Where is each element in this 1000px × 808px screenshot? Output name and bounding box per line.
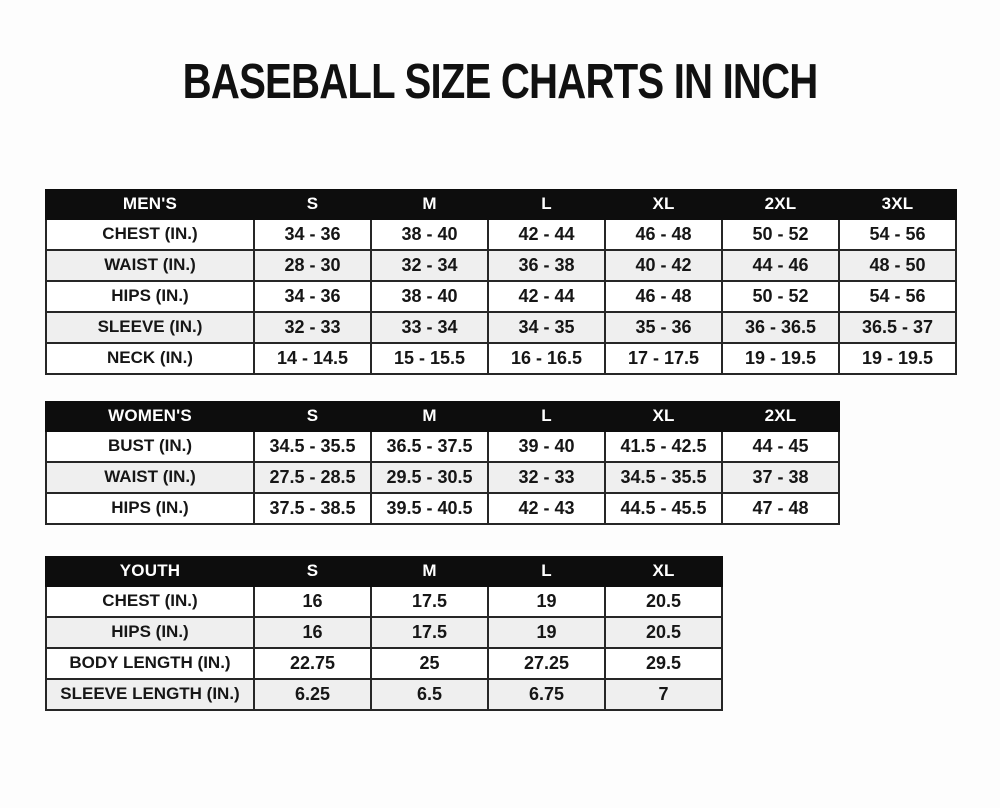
row-label-cell: CHEST (IN.) [46,219,254,250]
size-value-cell: 6.25 [254,679,371,710]
size-value-cell: 32 - 33 [488,462,605,493]
size-value-cell: 40 - 42 [605,250,722,281]
size-value-cell: 50 - 52 [722,219,839,250]
size-header-cell: XL [605,402,722,431]
size-value-cell: 38 - 40 [371,219,488,250]
size-header-cell: S [254,190,371,219]
size-value-cell: 42 - 44 [488,219,605,250]
size-value-cell: 17 - 17.5 [605,343,722,374]
size-value-cell: 36 - 36.5 [722,312,839,343]
size-value-cell: 54 - 56 [839,219,956,250]
table-row [46,493,839,524]
size-value-cell: 25 [371,648,488,679]
group-header-cell: MEN'S [46,190,254,219]
size-value-cell: 19 - 19.5 [839,343,956,374]
mens-table [45,189,957,375]
size-value-cell: 48 - 50 [839,250,956,281]
table-row [46,431,839,462]
size-value-cell: 19 [488,617,605,648]
size-value-cell: 32 - 33 [254,312,371,343]
table-row [46,648,722,679]
size-header-cell: L [488,190,605,219]
row-label-cell: SLEEVE (IN.) [46,312,254,343]
size-value-cell: 46 - 48 [605,219,722,250]
size-value-cell: 29.5 [605,648,722,679]
mens-size-table [45,189,1000,375]
row-label-cell: HIPS (IN.) [46,281,254,312]
header-row [46,190,956,219]
size-value-cell: 32 - 34 [371,250,488,281]
size-value-cell: 36.5 - 37.5 [371,431,488,462]
size-value-cell: 15 - 15.5 [371,343,488,374]
size-value-cell: 50 - 52 [722,281,839,312]
row-label-cell: BODY LENGTH (IN.) [46,648,254,679]
size-header-cell: XL [605,557,722,586]
size-value-cell: 36 - 38 [488,250,605,281]
group-header-cell: YOUTH [46,557,254,586]
size-value-cell: 38 - 40 [371,281,488,312]
size-value-cell: 16 [254,617,371,648]
size-value-cell: 42 - 44 [488,281,605,312]
size-value-cell: 20.5 [605,617,722,648]
size-value-cell: 34 - 35 [488,312,605,343]
size-value-cell: 16 [254,586,371,617]
size-value-cell: 39.5 - 40.5 [371,493,488,524]
size-value-cell: 37.5 - 38.5 [254,493,371,524]
size-value-cell: 35 - 36 [605,312,722,343]
size-value-cell: 44.5 - 45.5 [605,493,722,524]
size-value-cell: 42 - 43 [488,493,605,524]
size-value-cell: 34 - 36 [254,281,371,312]
size-value-cell: 41.5 - 42.5 [605,431,722,462]
title-row [0,56,1000,110]
size-value-cell: 46 - 48 [605,281,722,312]
size-header-cell: L [488,557,605,586]
size-value-cell: 34 - 36 [254,219,371,250]
row-label-cell: HIPS (IN.) [46,617,254,648]
size-header-cell: S [254,557,371,586]
row-label-cell: BUST (IN.) [46,431,254,462]
size-value-cell: 14 - 14.5 [254,343,371,374]
size-header-cell: 2XL [722,402,839,431]
table-row [46,462,839,493]
size-value-cell: 39 - 40 [488,431,605,462]
size-value-cell: 7 [605,679,722,710]
size-header-cell: M [371,190,488,219]
size-value-cell: 22.75 [254,648,371,679]
table-row [46,281,956,312]
row-label-cell: WAIST (IN.) [46,250,254,281]
size-value-cell: 19 [488,586,605,617]
size-value-cell: 19 - 19.5 [722,343,839,374]
table-row [46,617,722,648]
page-title: BASEBALL SIZE CHARTS IN INCH [182,55,818,109]
table-row [46,250,956,281]
size-value-cell: 27.25 [488,648,605,679]
size-value-cell: 20.5 [605,586,722,617]
size-header-cell: XL [605,190,722,219]
table-row [46,343,956,374]
size-value-cell: 54 - 56 [839,281,956,312]
header-row [46,402,839,431]
size-value-cell: 6.75 [488,679,605,710]
table-row [46,586,722,617]
size-header-cell: M [371,402,488,431]
row-label-cell: WAIST (IN.) [46,462,254,493]
row-label-cell: NECK (IN.) [46,343,254,374]
table-row [46,312,956,343]
size-value-cell: 29.5 - 30.5 [371,462,488,493]
size-value-cell: 36.5 - 37 [839,312,956,343]
womens-table [45,401,840,525]
size-value-cell: 17.5 [371,617,488,648]
size-header-cell: 3XL [839,190,956,219]
table-row [46,219,956,250]
size-value-cell: 28 - 30 [254,250,371,281]
size-value-cell: 47 - 48 [722,493,839,524]
size-value-cell: 6.5 [371,679,488,710]
size-value-cell: 37 - 38 [722,462,839,493]
size-header-cell: L [488,402,605,431]
size-value-cell: 34.5 - 35.5 [254,431,371,462]
size-header-cell: M [371,557,488,586]
size-header-cell: S [254,402,371,431]
table-row [46,679,722,710]
size-header-cell: 2XL [722,190,839,219]
header-row [46,557,722,586]
youth-table [45,556,723,711]
size-value-cell: 16 - 16.5 [488,343,605,374]
row-label-cell: SLEEVE LENGTH (IN.) [46,679,254,710]
size-value-cell: 44 - 45 [722,431,839,462]
size-chart-page [0,56,1000,711]
youth-size-table [45,556,1000,711]
row-label-cell: HIPS (IN.) [46,493,254,524]
size-value-cell: 17.5 [371,586,488,617]
womens-size-table [45,401,1000,525]
size-value-cell: 34.5 - 35.5 [605,462,722,493]
size-value-cell: 33 - 34 [371,312,488,343]
size-value-cell: 27.5 - 28.5 [254,462,371,493]
row-label-cell: CHEST (IN.) [46,586,254,617]
group-header-cell: WOMEN'S [46,402,254,431]
size-value-cell: 44 - 46 [722,250,839,281]
